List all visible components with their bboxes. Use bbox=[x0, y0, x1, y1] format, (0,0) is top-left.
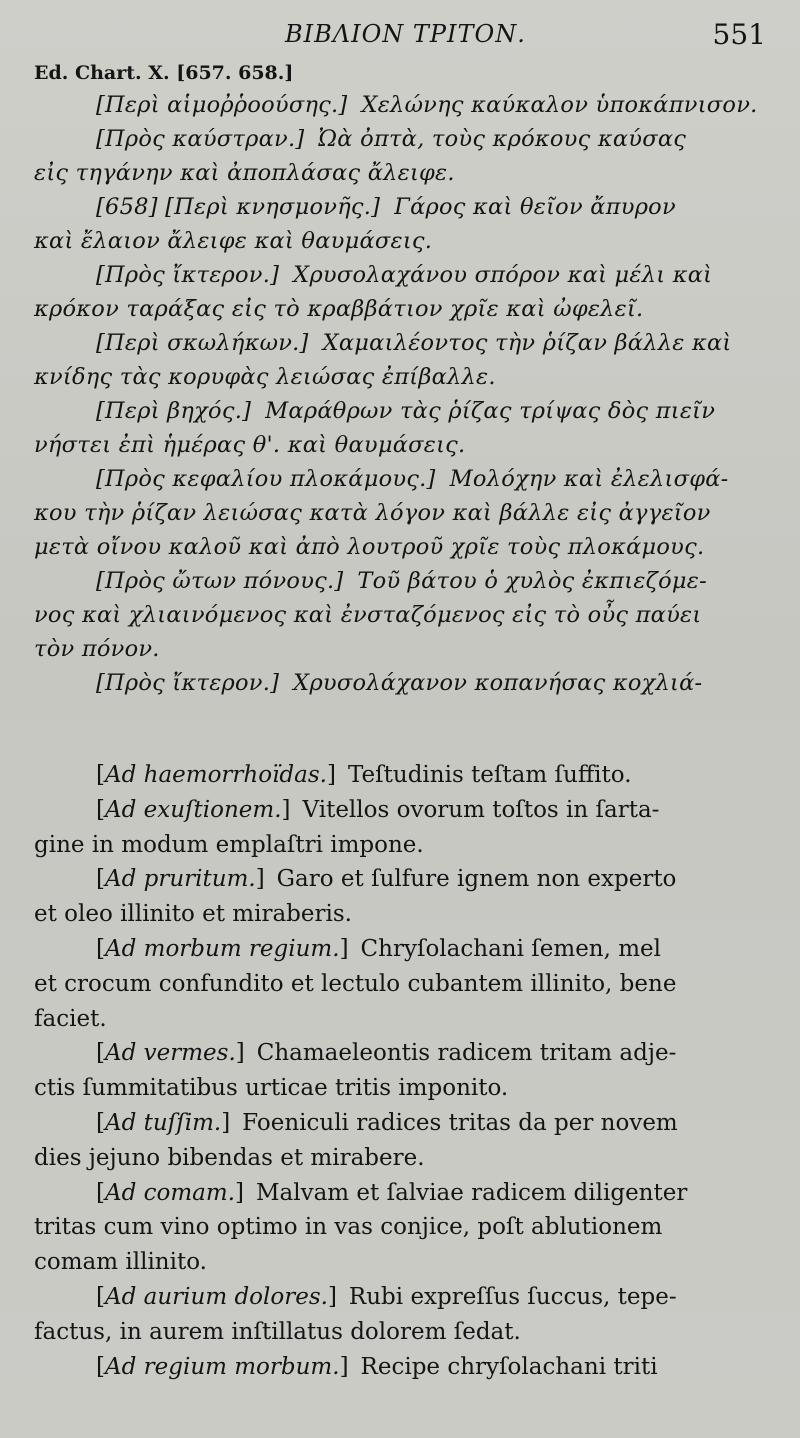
latin-continuation-line: tritas cum vino optimo in vas conjice, poſt ablutionem bbox=[34, 1214, 663, 1241]
running-head bbox=[0, 18, 800, 58]
greek-heading: [Πρὸς κεφαλίου πλοκάμους.] bbox=[96, 466, 436, 492]
bracket-open: [ bbox=[96, 1353, 105, 1380]
greek-heading: [Πρὸς καύστραν.] bbox=[96, 126, 305, 152]
latin-entry-body: Rubi expreſſus ſuccus, tepe- bbox=[348, 1283, 677, 1310]
greek-entry-4 bbox=[0, 326, 764, 360]
bracket-close: ] bbox=[221, 1109, 231, 1136]
greek-entry-body: Χελώνης καύκαλον ὑποκάπνισον. bbox=[361, 92, 758, 118]
latin-heading: Ad vermes. bbox=[104, 1040, 236, 1067]
greek-heading: [Περὶ βηχός.] bbox=[96, 398, 252, 424]
latin-heading: Ad haemorrhoïdas. bbox=[104, 762, 327, 788]
latin-entry-body: Chamaeleontis radicem tritam adje- bbox=[256, 1040, 677, 1067]
latin-heading: Ad aurium dolores. bbox=[104, 1283, 328, 1310]
bracket-close: ] bbox=[339, 935, 349, 962]
greek-heading: [Πρὸς ἴκτερον.] bbox=[96, 670, 280, 696]
greek-continuation-line: νος καὶ χλιαινόμενος καὶ ἐνσταζόμενος εἰς τὸ οὖς παύει bbox=[34, 602, 702, 628]
latin-entry-body: Garo et ſulfure ignem non experto bbox=[276, 866, 677, 893]
greek-entry-3 bbox=[0, 258, 764, 292]
latin-continuation-line: et oleo illinito et miraberis. bbox=[34, 901, 352, 928]
greek-continuation-line: κρόκον ταράξας εἰς τὸ κραββάτιον χρῖε καὶ ὠφελεῖ. bbox=[34, 296, 644, 322]
latin-continuation-line: et crocum confundito et lectulo cubantem illinito, bene bbox=[34, 970, 677, 997]
latin-continuation-line: faciet. bbox=[34, 1005, 107, 1032]
greek-continuation-line: κου τὴν ῥίζαν λειώσας κατὰ λόγον καὶ βάλλε εἰς ἀγγεῖον bbox=[34, 500, 711, 526]
greek-heading: [Πρὸς ὤτων πόνους.] bbox=[96, 568, 344, 594]
greek-continuation-line: τὸν πόνον. bbox=[34, 636, 160, 662]
bracket-close: ] bbox=[327, 1283, 337, 1310]
edition-reference: Ed. Chart. X. [657. 658.] bbox=[34, 62, 294, 84]
greek-entry-body: Χρυσολαχάνου σπόρον καὶ μέλι καὶ bbox=[293, 262, 713, 288]
bracket-close: ] bbox=[255, 866, 265, 893]
bracket-close: ] bbox=[235, 1040, 245, 1067]
greek-entry-0 bbox=[0, 88, 764, 122]
bracket-open: [ bbox=[96, 935, 105, 962]
latin-continuation-line: comam illinito. bbox=[34, 1249, 207, 1276]
latin-heading: Ad comam. bbox=[104, 1179, 235, 1206]
greek-entry-5 bbox=[0, 394, 764, 428]
latin-entry-8 bbox=[0, 1350, 764, 1385]
latin-heading: Ad exuſtionem. bbox=[104, 796, 282, 823]
latin-entry-body: Recipe chryſolachani triti bbox=[360, 1353, 658, 1380]
latin-entry-body: Vitellos ovorum toſtos in ſarta- bbox=[302, 796, 660, 823]
latin-heading: Ad regium morbum. bbox=[104, 1353, 340, 1380]
latin-heading: Ad morbum regium. bbox=[104, 935, 340, 962]
latin-heading: Ad tuſſim. bbox=[104, 1109, 222, 1136]
latin-entry-4 bbox=[0, 1036, 764, 1071]
latin-entry-body: Chryſolachani ſemen, mel bbox=[360, 935, 662, 962]
latin-entry-3 bbox=[0, 932, 764, 967]
bracket-open: [ bbox=[96, 1040, 105, 1067]
greek-entry-1 bbox=[0, 122, 764, 156]
latin-translation-block bbox=[0, 758, 800, 1384]
greek-text-block bbox=[0, 88, 800, 700]
greek-entry-body: Μαράθρων τὰς ῥίζας τρίψας δὸς πιεῖν bbox=[265, 398, 716, 424]
bracket-open: [ bbox=[96, 1109, 105, 1136]
bracket-open: [ bbox=[96, 1179, 105, 1206]
latin-entry-body: Teſtudinis teſtam ſuffito. bbox=[347, 762, 632, 788]
bracket-close: ] bbox=[326, 762, 336, 788]
latin-entry-6 bbox=[0, 1176, 764, 1211]
page-number: 551 bbox=[712, 18, 766, 51]
greek-entry-body: Τοῦ βάτου ὁ χυλὸς ἐκπιεζόμε- bbox=[357, 568, 707, 594]
greek-entry-6 bbox=[0, 462, 764, 496]
greek-entry-body: Χαμαιλέοντος τὴν ῥίζαν βάλλε καὶ bbox=[322, 330, 732, 356]
greek-heading: [Πρὸς ἴκτερον.] bbox=[96, 262, 280, 288]
latin-entry-7 bbox=[0, 1280, 764, 1315]
greek-continuation-line: μετὰ οἴνου καλοῦ καὶ ἀπὸ λουτροῦ χρῖε τοὺς πλοκάμους. bbox=[34, 534, 705, 560]
bracket-close: ] bbox=[235, 1179, 244, 1206]
greek-entry-7 bbox=[0, 564, 764, 598]
greek-entry-body: Γάρος καὶ θεῖον ἄπυρον bbox=[394, 194, 676, 220]
bracket-open: [ bbox=[96, 796, 105, 823]
latin-continuation-line: gine in modum emplaſtri impone. bbox=[34, 831, 424, 858]
bracket-open: [ bbox=[96, 1283, 105, 1310]
greek-continuation-line: καὶ ἔλαιον ἄλειφε καὶ θαυμάσεις. bbox=[34, 228, 433, 254]
greek-heading: [658] [Περὶ κνησμονῆς.] bbox=[96, 194, 381, 220]
latin-entry-body: Malvam et ſalviae radicem diligenter bbox=[255, 1179, 688, 1206]
latin-entry-body: Foeniculi radices tritas da per novem bbox=[242, 1109, 678, 1136]
greek-continuation-line: νήστει ἐπὶ ἡμέρας θ'. καὶ θαυμάσεις. bbox=[34, 432, 466, 458]
greek-entry-8 bbox=[0, 666, 764, 700]
latin-continuation-line: ctis ſummitatibus urticae tritis imponito. bbox=[34, 1075, 509, 1102]
latin-entry-0 bbox=[0, 758, 764, 793]
bracket-open: [ bbox=[96, 762, 105, 788]
latin-continuation-line: dies jejuno bibendas et mirabere. bbox=[34, 1144, 425, 1171]
greek-entry-body: Μολόχην καὶ ἐλελισφά- bbox=[449, 466, 729, 492]
greek-heading: [Περὶ αἱμοῤῥοούσης.] bbox=[96, 92, 348, 118]
greek-heading: [Περὶ σκωλήκων.] bbox=[96, 330, 309, 356]
greek-continuation-line: εἰς τηγάνην καὶ ἀποπλάσας ἄλειφε. bbox=[34, 160, 455, 186]
latin-entry-2 bbox=[0, 862, 764, 897]
bracket-close: ] bbox=[339, 1353, 349, 1380]
bracket-close: ] bbox=[281, 796, 291, 823]
latin-entry-5 bbox=[0, 1106, 764, 1141]
greek-continuation-line: κνίδης τὰς κορυφὰς λειώσας ἐπίβαλλε. bbox=[34, 364, 496, 390]
greek-entry-body: Χρυσολάχανον κοπανήσας κοχλιά- bbox=[293, 670, 703, 696]
latin-heading: Ad pruritum. bbox=[104, 866, 256, 893]
greek-entry-2 bbox=[0, 190, 764, 224]
greek-entry-body: Ὠὰ ὀπτὰ, τοὺς κρόκους καύσας bbox=[318, 126, 687, 152]
bracket-open: [ bbox=[96, 866, 105, 893]
latin-entry-1 bbox=[0, 793, 764, 828]
latin-continuation-line: factus, in aurem inſtillatus dolorem ſedat. bbox=[34, 1318, 521, 1345]
page-header-title: BIBΛΙΟΝ ΤΡΙΤΟΝ. bbox=[285, 20, 526, 48]
